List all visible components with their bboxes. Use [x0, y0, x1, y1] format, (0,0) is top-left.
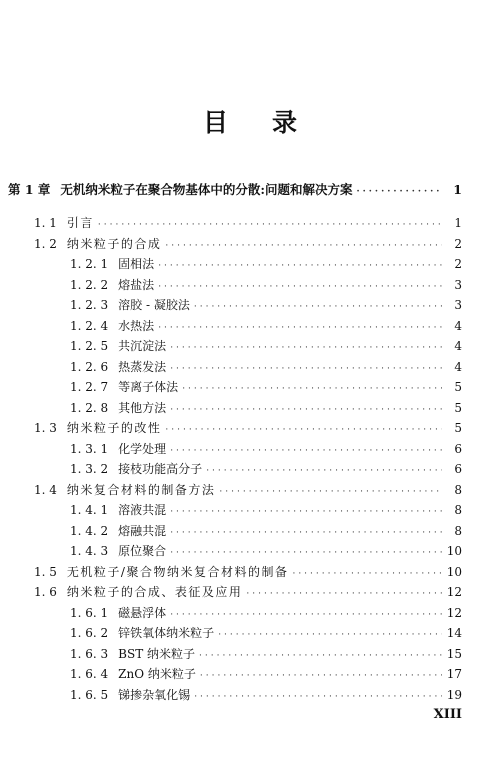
entry-title: 水热法 [118, 318, 155, 333]
dot-leader [170, 359, 442, 379]
entry-page-number: 15 [446, 646, 462, 661]
entry-title: 固相法 [118, 257, 155, 271]
toc-subsection-entry[interactable] [70, 275, 462, 295]
chapter-page-number: 1 [453, 182, 462, 197]
entry-number: 1. 4. 2 [70, 523, 109, 538]
entry-number: 1. 4 [34, 482, 57, 497]
dot-leader [158, 318, 442, 338]
entry-title: ZnO 纳米粒子 [118, 667, 196, 681]
entry-page-number: 5 [454, 421, 462, 435]
entry-number: 1. 2. 8 [70, 400, 109, 415]
entry-title: 热蒸发法 [118, 359, 167, 374]
dot-leader [206, 461, 442, 481]
dot-leader [170, 605, 442, 625]
toc-subsection-entry[interactable] [70, 316, 462, 336]
entry-page-number: 5 [454, 380, 462, 394]
entry-page-number: 1 [454, 216, 462, 230]
dot-leader [170, 502, 442, 522]
entry-number: 1. 2. 2 [70, 277, 109, 292]
entry-number: 1. 1 [34, 216, 57, 230]
dot-leader [98, 215, 442, 235]
dot-leader [165, 236, 442, 256]
toc-subsection-entry[interactable] [70, 521, 462, 541]
entry-page-number: 4 [454, 339, 462, 353]
toc-subsection-entry[interactable] [70, 541, 462, 561]
dot-leader [200, 666, 442, 686]
entry-number: 1. 4. 1 [70, 503, 109, 517]
entry-page-number: 12 [446, 585, 462, 599]
entry-title: BST 纳米粒子 [118, 646, 196, 661]
toc-section-entry[interactable] [34, 418, 462, 438]
dot-leader [170, 400, 442, 420]
entry-page-number: 12 [446, 605, 462, 620]
entry-title: 熔融共混 [118, 523, 167, 538]
toc-subsection-entry[interactable] [70, 459, 462, 479]
dot-leader [182, 379, 442, 399]
toc-section-entry[interactable] [34, 480, 462, 500]
toc-subsection-entry[interactable] [70, 500, 462, 520]
toc-section-entry[interactable] [34, 234, 462, 254]
toc-subsection-entry[interactable] [70, 623, 462, 643]
entry-page-number: 4 [454, 359, 462, 374]
entry-number: 1. 3. 1 [70, 441, 109, 456]
chapter-title: 无机纳米粒子在聚合物基体中的分散:问题和解决方案 [60, 182, 353, 197]
dot-leader [218, 625, 442, 645]
entry-page-number: 6 [454, 462, 462, 476]
toc-subsection-entry[interactable] [70, 664, 462, 684]
entry-number: 1. 2 [34, 236, 57, 251]
toc-section-entry[interactable] [34, 213, 462, 233]
entry-page-number: 17 [446, 667, 462, 681]
entry-page-number: 5 [454, 400, 462, 415]
entry-title: 原位聚合 [118, 544, 167, 558]
entry-number: 1. 4. 3 [70, 544, 109, 558]
entry-title: 共沉淀法 [118, 339, 167, 353]
entry-title: 引言 [66, 216, 94, 230]
entry-number: 1. 2. 5 [70, 339, 109, 353]
entry-number: 1. 2. 4 [70, 318, 109, 333]
entry-title: 纳米粒子的合成 [66, 236, 162, 251]
entry-number: 1. 6. 4 [70, 667, 109, 681]
entry-number: 1. 2. 1 [70, 257, 109, 271]
entry-title: 磁悬浮体 [118, 605, 167, 620]
toc-subsection-entry[interactable] [70, 398, 462, 418]
chapter-number: 第 1 章 [8, 182, 51, 197]
entry-number: 1. 6. 5 [70, 687, 109, 702]
entry-page-number: 8 [454, 482, 462, 497]
entry-title: 接枝功能高分子 [118, 462, 203, 476]
dot-leader [158, 256, 442, 276]
page-number-footer: XIII [433, 707, 462, 722]
entry-title: 纳米复合材料的制备方法 [66, 482, 216, 497]
entry-page-number: 6 [454, 441, 462, 456]
entry-number: 1. 2. 6 [70, 359, 109, 374]
toc-section-entry[interactable] [34, 562, 462, 582]
entry-number: 1. 6. 2 [70, 626, 109, 640]
entry-page-number: 3 [454, 277, 462, 292]
entry-number: 1. 3 [34, 421, 57, 435]
entry-number: 1. 6 [34, 585, 57, 599]
toc-chapter-entry[interactable] [8, 180, 462, 200]
entry-page-number: 3 [454, 298, 462, 312]
dot-leader [170, 543, 442, 563]
toc-subsection-entry[interactable] [70, 377, 462, 397]
dot-leader [170, 441, 442, 461]
entry-title: 其他方法 [118, 400, 167, 415]
toc-section-entry[interactable] [34, 582, 462, 602]
toc-subsection-entry[interactable] [70, 357, 462, 377]
entry-title: 化学处理 [118, 441, 167, 456]
dot-leader [158, 277, 442, 297]
dot-leader [170, 523, 442, 543]
toc-subsection-entry[interactable] [70, 644, 462, 664]
entry-title: 纳米粒子的改性 [66, 421, 162, 435]
dot-leader [246, 584, 442, 604]
entry-title: 无机粒子/聚合物纳米复合材料的制备 [66, 564, 289, 579]
entry-number: 1. 6. 1 [70, 605, 109, 620]
dot-leader [199, 646, 442, 666]
entry-title: 纳米粒子的合成、表征及应用 [66, 585, 243, 599]
entry-page-number: 10 [446, 544, 462, 558]
entry-page-number: 19 [446, 687, 462, 702]
toc-subsection-entry[interactable] [70, 685, 462, 705]
toc-subsection-entry[interactable] [70, 254, 462, 274]
dot-leader [194, 687, 442, 707]
entry-number: 1. 2. 7 [70, 380, 109, 394]
dot-leader [170, 338, 442, 358]
toc-subsection-entry[interactable] [70, 603, 462, 623]
entry-page-number: 8 [454, 503, 462, 517]
entry-page-number: 2 [454, 236, 462, 251]
entry-number: 1. 3. 2 [70, 462, 109, 476]
entry-title: 锑掺杂氧化锡 [118, 687, 191, 702]
entry-page-number: 4 [454, 318, 462, 333]
entry-title: 溶液共混 [118, 503, 167, 517]
entry-number: 1. 5 [34, 564, 57, 579]
toc-subsection-entry[interactable] [70, 295, 462, 315]
dot-leader [357, 182, 442, 202]
dot-leader [194, 297, 442, 317]
page-title: 目录 [202, 108, 341, 137]
entry-page-number: 10 [446, 564, 462, 579]
entry-title: 锌铁氧体纳米粒子 [118, 626, 215, 640]
toc-subsection-entry[interactable] [70, 439, 462, 459]
entry-number: 1. 6. 3 [70, 646, 109, 661]
dot-leader [219, 482, 442, 502]
entry-page-number: 14 [446, 626, 462, 640]
entry-number: 1. 2. 3 [70, 298, 109, 312]
toc-subsection-entry[interactable] [70, 336, 462, 356]
entry-title: 溶胶 - 凝胶法 [118, 298, 190, 312]
entry-title: 熔盐法 [118, 277, 155, 292]
dot-leader [292, 564, 442, 584]
entry-page-number: 8 [454, 523, 462, 538]
dot-leader [165, 420, 442, 440]
entry-page-number: 2 [454, 257, 462, 271]
entry-title: 等离子体法 [118, 380, 179, 394]
